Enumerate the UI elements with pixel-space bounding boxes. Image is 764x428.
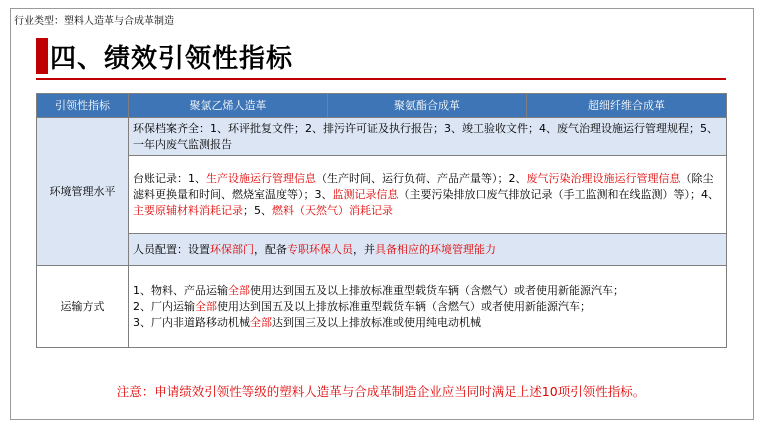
transport-line-3 xyxy=(133,315,722,331)
transport-seg: 全部 xyxy=(250,315,272,329)
table-row xyxy=(37,234,727,266)
table-row xyxy=(37,266,727,348)
transport-cell xyxy=(129,266,727,348)
staff-seg: ，并 xyxy=(353,242,375,256)
ledger-seg: 主要原辅材料消耗记录 xyxy=(133,203,243,217)
transport-seg: 使用达到国五及以上排放标准重型载货车辆（含燃气）或者使用新能源汽车； xyxy=(250,283,624,297)
transport-line-2 xyxy=(133,299,722,315)
page-title: 四、绩效引领性指标 xyxy=(50,44,294,74)
header-pu-leather: 聚氨酯合成革 xyxy=(328,94,527,118)
table-row xyxy=(37,118,727,156)
ledger-seg: （主要污染排放口废气排放记录（手工监测和在线监测）等）；4、 xyxy=(398,187,719,201)
ledger-seg: 生产设施运行管理信息 xyxy=(206,171,316,185)
staff-seg: 环保部门 xyxy=(210,242,254,256)
staff-seg: ，配备 xyxy=(254,242,287,256)
ledger-seg: （生产时间、运行负荷、产品产量等）；2、 xyxy=(316,171,527,185)
industry-label: 行业类型：塑料人造革与合成革制造 xyxy=(14,16,174,27)
ledger-seg: 监测记录信息 xyxy=(332,187,399,201)
staff-seg: 人员配置：设置 xyxy=(133,242,210,256)
footnote: 注意：申请绩效引领性等级的塑料人造革与合成革制造企业应当同时满足上述10项引领性指标。 xyxy=(116,384,646,399)
transport-seg: 达到国三及以上排放标准或使用纯电动机械 xyxy=(272,315,481,329)
env-mgmt-label: 环境管理水平 xyxy=(37,118,129,266)
ledger-cell xyxy=(129,156,727,234)
transport-label: 运输方式 xyxy=(37,266,129,348)
ledger-seg: ；5、 xyxy=(243,203,272,217)
header-indicator: 引领性指标 xyxy=(37,94,129,118)
header-microfiber-leather: 超细纤维合成革 xyxy=(527,94,727,118)
ledger-seg: （除尘滤料更换量和时间、燃烧室温度等）；3、 xyxy=(133,171,714,201)
transport-seg: 3、厂内非道路移动机械 xyxy=(133,315,250,329)
transport-line-1 xyxy=(133,283,722,299)
indicator-table xyxy=(36,93,727,348)
title-accent-bar xyxy=(36,38,48,74)
transport-seg: 2、厂内运输 xyxy=(133,299,195,313)
transport-seg: 全部 xyxy=(228,283,250,297)
ledger-seg: 废气污染治理设施运行管理信息 xyxy=(526,171,681,185)
ledger-seg: 燃料（天然气）消耗记录 xyxy=(272,203,393,217)
archives-cell: 环保档案齐全：1、环评批复文件；2、排污许可证及执行报告；3、竣工验收文件；4、废气治理设施运行管理规程；5、一年内废气监测报告 xyxy=(129,118,727,156)
staff-seg: 专职环保人员 xyxy=(287,242,353,256)
staff-cell xyxy=(129,234,727,266)
ledger-seg: 台账记录：1、 xyxy=(133,171,206,185)
title-underline xyxy=(36,78,726,80)
transport-seg: 1、物料、产品运输 xyxy=(133,283,228,297)
staff-seg: 具备相应的环境管理能力 xyxy=(375,242,496,256)
header-pvc-leather: 聚氯乙烯人造革 xyxy=(129,94,328,118)
table-header-row xyxy=(37,94,727,118)
table-row xyxy=(37,156,727,234)
transport-seg: 使用达到国五及以上排放标准重型载货车辆（含燃气）或者使用新能源汽车； xyxy=(217,299,591,313)
transport-seg: 全部 xyxy=(195,299,217,313)
